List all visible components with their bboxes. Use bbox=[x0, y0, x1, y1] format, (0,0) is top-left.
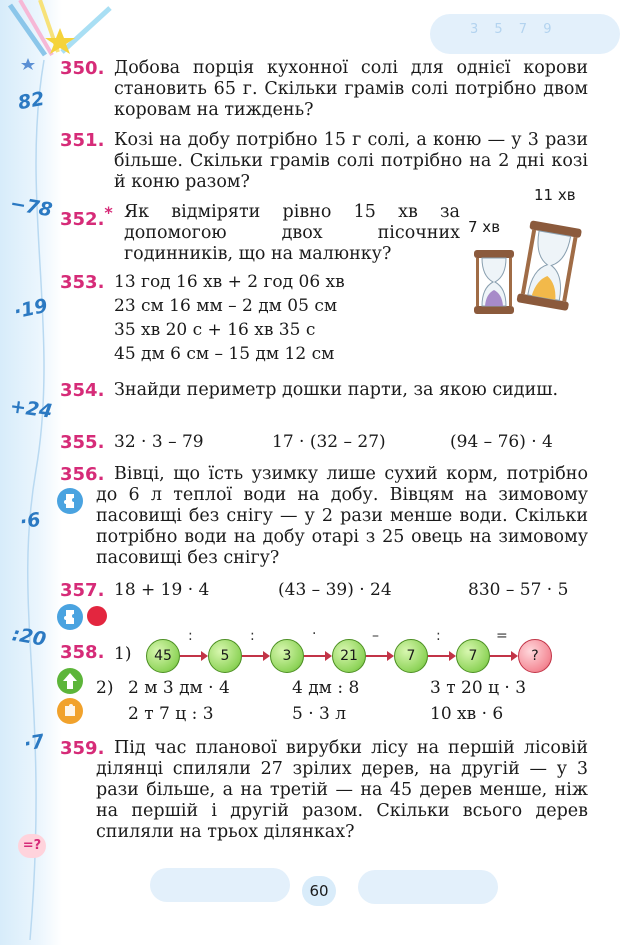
chain-arrow bbox=[304, 655, 330, 657]
chain-node: 7 bbox=[394, 639, 428, 673]
hourglass-large-label: 11 хв bbox=[534, 186, 576, 204]
task-number: 355. bbox=[60, 432, 105, 453]
expression: (43 – 39) · 24 bbox=[278, 580, 392, 600]
expression: (94 – 76) · 4 bbox=[450, 432, 553, 452]
footer-cloud bbox=[358, 870, 498, 904]
expression: 23 см 16 мм – 2 дм 05 см bbox=[114, 296, 338, 316]
task-354 bbox=[60, 380, 588, 401]
hourglass-small-label: 7 хв bbox=[468, 218, 501, 236]
expression: 10 хв · 6 bbox=[430, 704, 504, 724]
task-357 bbox=[60, 580, 588, 604]
chain-operation: : bbox=[436, 628, 441, 644]
task-text: Добова порція кухонної солі для однієї корови становить 65 г. Скільки грамів солі потрібно двом коровам на тиждень? bbox=[114, 58, 588, 120]
margin-number: :20 bbox=[10, 623, 48, 651]
expression: 32 · 3 – 79 bbox=[114, 432, 204, 452]
expression: 17 · (32 – 27) bbox=[272, 432, 386, 452]
task-text: Під час планової вирубки лісу на першій лісовій ділянці спиляли 27 зрілих дерев, на другій — у 3 рази більше, а на третій — на 45 дерев менше, ніж на першій і другій разом. Скільки всього дерев спиляли на трьох ділянках? bbox=[96, 738, 588, 842]
chain-arrow bbox=[428, 655, 454, 657]
margin-number: 82 bbox=[16, 87, 47, 115]
chain-node: 45 bbox=[146, 639, 180, 673]
task-number: 351. bbox=[60, 130, 105, 151]
task-text: Знайди периметр дошки парти, за якою сидиш. bbox=[114, 380, 559, 400]
puzzle-icon bbox=[57, 604, 83, 630]
chain-arrow bbox=[180, 655, 206, 657]
chain-operation: = bbox=[496, 628, 508, 644]
expression: 2 м 3 дм · 4 bbox=[128, 678, 230, 698]
task-text: Як відміряти рівно 15 хв за допомогою двох пісочних годинників, що на малюнку? bbox=[124, 202, 460, 264]
task-353 bbox=[60, 272, 588, 372]
task-number: 357. bbox=[60, 580, 105, 601]
expression: 35 хв 20 с + 16 хв 35 с bbox=[114, 320, 316, 340]
chain-operation: · bbox=[312, 626, 317, 642]
puzzle-icon bbox=[57, 698, 83, 724]
chain-node: 21 bbox=[332, 639, 366, 673]
margin-number: +24 bbox=[8, 395, 54, 423]
chain-arrow bbox=[242, 655, 268, 657]
expression: 830 – 57 · 5 bbox=[468, 580, 569, 600]
part-label: 1) bbox=[114, 644, 132, 664]
red-dot-icon bbox=[87, 606, 107, 626]
chain-operation: : bbox=[188, 628, 193, 644]
expression: 45 дм 6 см – 15 дм 12 см bbox=[114, 344, 335, 364]
task-number: 354. bbox=[60, 380, 105, 401]
expression: 13 год 16 хв + 2 год 06 хв bbox=[114, 272, 345, 292]
chain-arrow bbox=[366, 655, 392, 657]
chain-operation: – bbox=[372, 628, 379, 644]
footer-cloud bbox=[150, 868, 290, 902]
equals-question-icon: =? bbox=[18, 834, 46, 858]
task-text: Вівці, що їсть узимку лише сухий корм, потрібно до 6 л теплої води на добу. Вівцям на зимовому пасовищі без снігу — у 2 рази менше води. Скільки потрібно води на добу отарі з 25 овець на зимовому пасовищі без снігу? bbox=[96, 464, 588, 568]
chain-operation: : bbox=[250, 628, 255, 644]
chain-node: 3 bbox=[270, 639, 304, 673]
page-number: 60 bbox=[302, 876, 336, 906]
puzzle-icon bbox=[57, 488, 83, 514]
margin-number: −78 bbox=[8, 192, 54, 222]
margin-number: ·7 bbox=[22, 730, 47, 756]
arrow-up-icon bbox=[57, 668, 83, 694]
expression: 18 + 19 · 4 bbox=[114, 580, 210, 600]
chain-node: 7 bbox=[456, 639, 490, 673]
chain-arrow bbox=[490, 655, 516, 657]
task-number: 350. bbox=[60, 58, 105, 79]
task-number: 358. bbox=[60, 642, 105, 663]
expression: 4 дм : 8 bbox=[292, 678, 360, 698]
task-350 bbox=[60, 58, 588, 121]
task-356 bbox=[60, 464, 588, 569]
header-digits: 3 5 7 9 bbox=[470, 22, 558, 37]
task-number: 359. bbox=[60, 738, 105, 759]
chain-node: 5 bbox=[208, 639, 242, 673]
star-icon: * bbox=[104, 203, 113, 222]
part-label: 2) bbox=[96, 678, 114, 698]
task-351 bbox=[60, 130, 588, 193]
task-number: 356. bbox=[60, 464, 105, 485]
margin-number: ·6 bbox=[18, 508, 42, 534]
task-text: Козі на добу потрібно 15 г солі, а коню — у 3 рази більше. Скільки грамів солі потрібно на 2 дні козі й коню разом? bbox=[114, 130, 588, 192]
task-359 bbox=[60, 738, 588, 843]
chain-node-unknown: ? bbox=[518, 639, 552, 673]
margin-number: ·19 bbox=[12, 294, 50, 324]
task-352 bbox=[60, 202, 460, 265]
expression: 3 т 20 ц · 3 bbox=[430, 678, 527, 698]
task-number: 352.* bbox=[60, 203, 113, 230]
task-number: 353. bbox=[60, 272, 105, 293]
task-355 bbox=[60, 432, 588, 456]
expression: 2 т 7 ц : 3 bbox=[128, 704, 214, 724]
expression: 5 · 3 л bbox=[292, 704, 347, 724]
